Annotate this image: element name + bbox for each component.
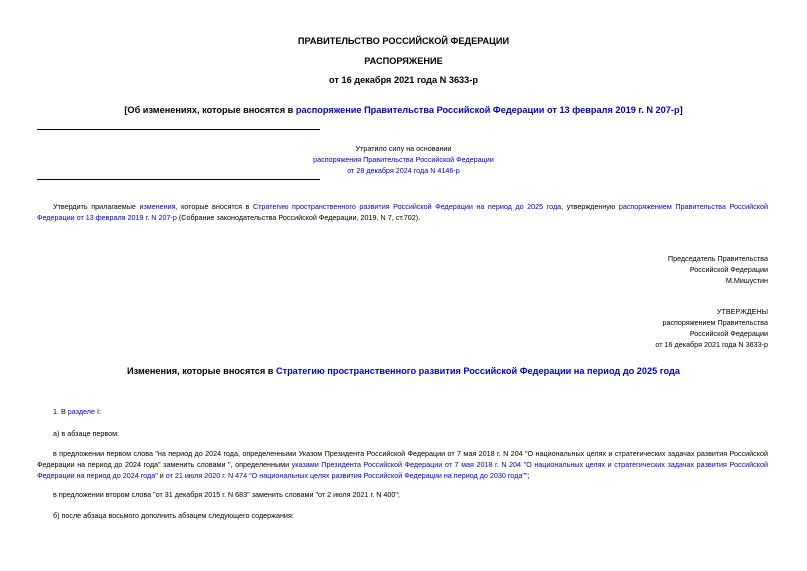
title-link[interactable]: распоряжение Правительства Российской Федерации от 13 февраля 2019 г. N 207-р <box>295 105 680 115</box>
decree-link-474[interactable]: от 21 июля 2020 г. N 474 "О национальных целях развития Российской Федерации на период до 2030 года" <box>165 471 525 480</box>
item-1 <box>53 406 101 417</box>
signature-block <box>500 253 768 286</box>
changes-title <box>0 366 807 376</box>
item-text: : <box>99 407 101 416</box>
approved-heading: УТВЕРЖДЕНЫ <box>716 307 768 316</box>
status-block <box>0 143 807 176</box>
title-prefix: [Об изменениях, которые вносятся в <box>124 105 296 115</box>
status-link-2[interactable]: от 28 декабря 2024 года N 4146-р <box>347 166 460 175</box>
intro-text: , утвержденную <box>561 202 619 211</box>
item-sentence-2: в предложении втором слова "от 31 декабря 2015 г. N 683" заменить словами "от 2 июля 2021 г. N 400"; <box>53 490 400 499</box>
intro-link-changes[interactable]: изменения <box>139 202 176 211</box>
approved-by: распоряжением Правительства <box>662 318 768 327</box>
item-text: 1. В <box>53 407 68 416</box>
document-date-number: от 16 декабря 2021 года N 3633-р <box>329 75 478 85</box>
item-a: а) в абзаце первом: <box>53 429 120 438</box>
intro-link-order[interactable]: распоряжением Правительства Российской Федерации от 13 февраля 2019 г. N 207-р <box>37 202 768 222</box>
divider-top <box>37 129 320 130</box>
intro-text: , которые вносятся в <box>175 202 253 211</box>
status-link-1[interactable]: распоряжения Правительства Российской Федерации <box>313 155 494 164</box>
approved-block <box>500 306 768 350</box>
signature-country: Российской Федерации <box>689 265 768 274</box>
intro-paragraph <box>37 201 768 223</box>
decree-link-204[interactable]: указами Президента Российской Федерации от 7 мая 2018 г. N 204 "О национальных целях и стратегических задачах развития Российской Федерации на период до 2024 года" <box>37 460 768 480</box>
approved-date: от 16 декабря 2021 года N 3633-р <box>655 340 768 349</box>
item-sentence-1 <box>37 448 768 481</box>
approved-country: Российской Федерации <box>689 329 768 338</box>
changes-title-prefix: Изменения, которые вносятся в <box>127 366 276 376</box>
item-text: "; <box>524 471 530 480</box>
document-title <box>0 105 807 115</box>
intro-text: (Собрание законодательства Российской Федерации, 2019, N 7, ст.702). <box>176 213 421 222</box>
item-text: и <box>157 471 166 480</box>
signature-name: М.Мишустин <box>725 276 768 285</box>
item-text: в предложении первом слова "на период до 2024 года, определенными Указом Президента Российской Федерации от 7 мая 2018 г. N 204 "О национальных целях и стратегических задачах развития Российской Федерации на период до 2024 года" заменить словами ", определенными <box>37 449 768 469</box>
document-type: РАСПОРЯЖЕНИЕ <box>364 56 443 66</box>
org-name: ПРАВИТЕЛЬСТВО РОССИЙСКОЙ ФЕДЕРАЦИИ <box>297 36 510 46</box>
intro-text: Утвердить прилагаемые <box>53 202 140 211</box>
section-link[interactable]: разделе I <box>67 407 99 416</box>
status-line: Утратило силу на основании <box>355 144 452 153</box>
title-suffix: ] <box>679 105 683 115</box>
changes-title-link[interactable]: Стратегию пространственного развития Российской Федерации на период до 2025 года <box>275 366 680 376</box>
divider-bottom <box>37 179 320 180</box>
signature-position: Председатель Правительства <box>667 254 768 263</box>
intro-link-strategy[interactable]: Стратегию пространственного развития Российской Федерации на период до 2025 года <box>252 202 562 211</box>
item-b: б) после абзаца восьмого дополнить абзацем следующего содержания: <box>53 511 294 520</box>
